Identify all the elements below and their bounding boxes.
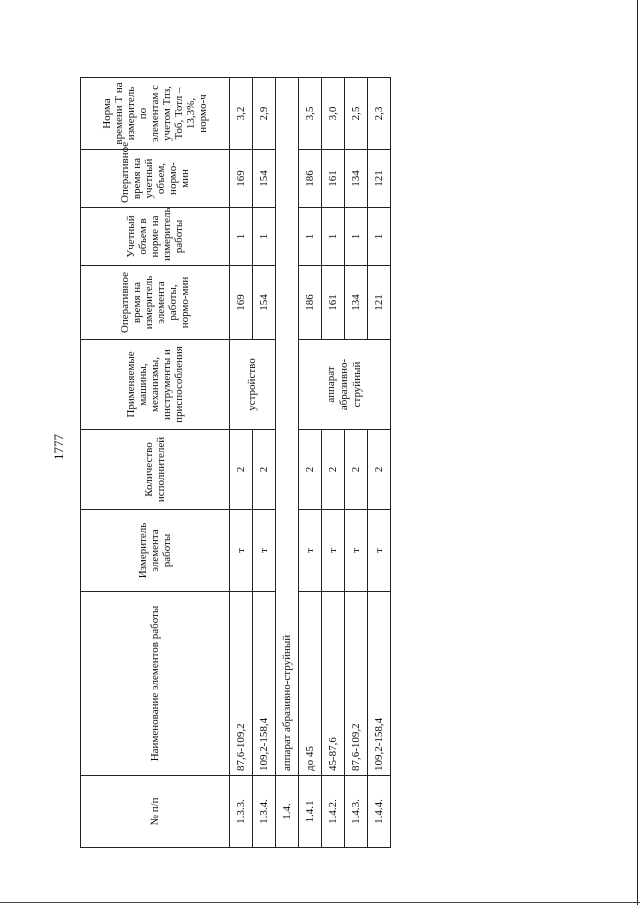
header-operative-time: Оперативное время на измеритель элемента работы, нормо-мин (81, 266, 230, 340)
row-number: 1.4.2. (322, 776, 345, 848)
header-time-norm: Норма времени Т на измеритель по элементам с учетом Тпз, Тоб, Тотл – 13,3%, нормо-ч (81, 78, 230, 150)
row-workers: 2 (345, 430, 368, 510)
row-unit: т (368, 510, 391, 592)
row-operative-time: 186 (299, 266, 322, 340)
row-time-norm: 3,5 (299, 78, 322, 150)
row-number: 1.3.4. (253, 776, 276, 848)
equipment-apparatus: аппарат абразивно-струйный (299, 340, 391, 430)
row-time-norm: 2,9 (253, 78, 276, 150)
row-unit: т (230, 510, 253, 592)
header-operative-time-volume: Оперативное время на учетный объем, нормо-мин (81, 150, 230, 208)
table-row (368, 78, 391, 848)
row-element-name: 109,2-158,4 (368, 592, 391, 776)
row-operative-time: 121 (368, 266, 391, 340)
row-number: 1.4.3. (345, 776, 368, 848)
row-operative-time: 134 (345, 266, 368, 340)
header-number: № п/п (81, 776, 230, 848)
page-border-bottom (0, 902, 640, 903)
row-workers: 2 (322, 430, 345, 510)
row-operative-time-volume: 154 (253, 150, 276, 208)
row-volume: 1 (368, 208, 391, 266)
row-volume: 1 (345, 208, 368, 266)
row-operative-time-volume: 134 (345, 150, 368, 208)
page-number: 1777 (51, 434, 66, 460)
header-unit: Измеритель элемента работы (81, 510, 230, 592)
row-volume: 1 (253, 208, 276, 266)
norms-table (80, 77, 391, 848)
row-number: 1.4.4. (368, 776, 391, 848)
header-volume: Учетный объем в норме на измеритель работы (81, 208, 230, 266)
row-element-name: 87,6-109,2 (230, 592, 253, 776)
row-time-norm: 2,5 (345, 78, 368, 150)
table-row (345, 78, 368, 848)
row-operative-time-volume: 186 (299, 150, 322, 208)
row-unit: т (253, 510, 276, 592)
header-workers: Количество исполнителей (81, 430, 230, 510)
row-number: 1.3.3. (230, 776, 253, 848)
row-operative-time: 161 (322, 266, 345, 340)
row-operative-time-volume: 161 (322, 150, 345, 208)
table-section-row (276, 78, 299, 848)
row-volume: 1 (299, 208, 322, 266)
row-unit: т (322, 510, 345, 592)
row-number: 1.4. (276, 776, 299, 848)
row-workers: 2 (230, 430, 253, 510)
row-workers: 2 (299, 430, 322, 510)
table-row (299, 78, 322, 848)
row-time-norm: 2,3 (368, 78, 391, 150)
section-title: аппарат абразивно-струйный (276, 78, 299, 776)
row-volume: 1 (322, 208, 345, 266)
row-volume: 1 (230, 208, 253, 266)
table-row (253, 78, 276, 848)
norms-table-container (80, 78, 405, 848)
row-operative-time-volume: 121 (368, 150, 391, 208)
row-element-name: 87,6-109,2 (345, 592, 368, 776)
table-row (322, 78, 345, 848)
row-element-name: 45-87,6 (322, 592, 345, 776)
row-workers: 2 (253, 430, 276, 510)
row-time-norm: 3,0 (322, 78, 345, 150)
row-workers: 2 (368, 430, 391, 510)
page-border-right (637, 0, 638, 905)
row-unit: т (299, 510, 322, 592)
header-equipment: Применяемые машины, механизмы, инструменты и приспособления (81, 340, 230, 430)
row-operative-time: 169 (230, 266, 253, 340)
header-element-name: Наименование элементов работы (81, 592, 230, 776)
row-number: 1.4.1 (299, 776, 322, 848)
row-element-name: 109,2-158,4 (253, 592, 276, 776)
row-element-name: до 45 (299, 592, 322, 776)
row-time-norm: 3,2 (230, 78, 253, 150)
row-operative-time-volume: 169 (230, 150, 253, 208)
table-header-row (81, 78, 230, 848)
equipment-device: устройство (230, 340, 276, 430)
row-unit: т (345, 510, 368, 592)
row-operative-time: 154 (253, 266, 276, 340)
table-row (230, 78, 253, 848)
